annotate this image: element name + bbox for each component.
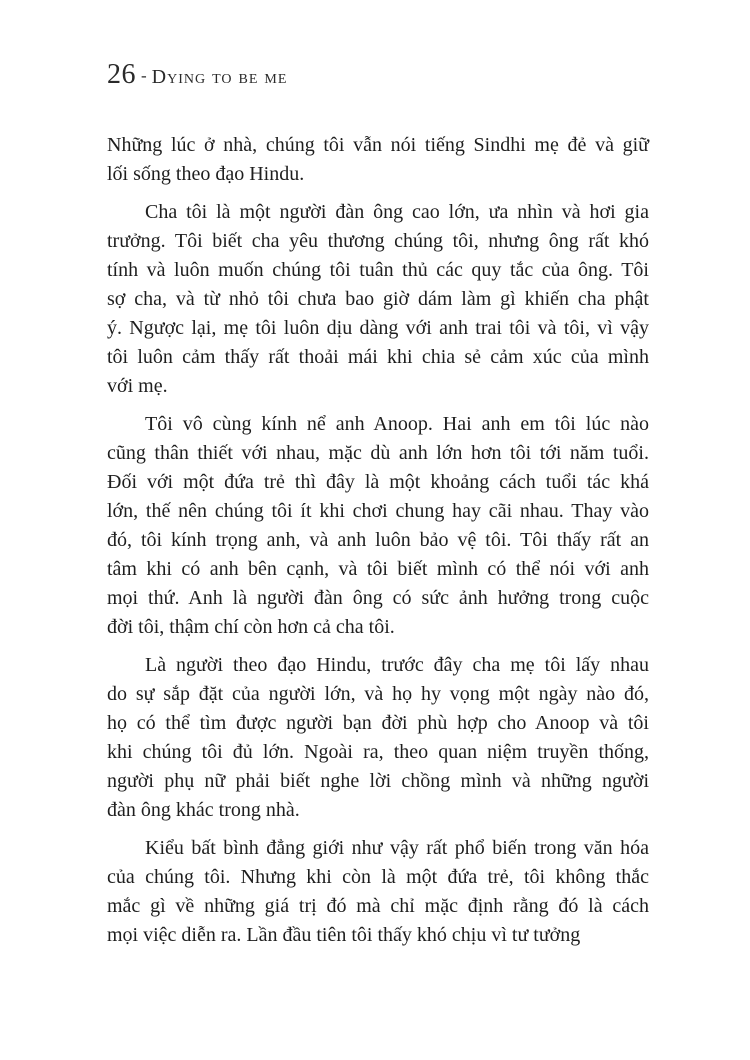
text-line: người phụ nữ phải biết nghe lời chồng mình và những người — [107, 770, 649, 792]
text-line: Tôi vô cùng kính nể anh Anoop. Hai anh em tôi lúc nào — [145, 413, 649, 435]
text-line: lối sống theo đạo Hindu. — [107, 163, 305, 185]
text-line: tính và luôn muốn chúng tôi tuân thủ các quy tắc của ông. Tôi — [107, 259, 649, 281]
text-line: của chúng tôi. Nhưng khi còn là một đứa trẻ, tôi không thắc — [107, 866, 649, 888]
text-line: tâm khi có anh bên cạnh, và tôi biết mình có thể nói với anh — [107, 558, 649, 580]
paragraph — [107, 198, 649, 401]
paragraph — [107, 410, 649, 642]
paragraph — [107, 131, 649, 189]
text-line: Những lúc ở nhà, chúng tôi vẫn nói tiếng Sindhi mẹ đẻ và giữ — [107, 134, 649, 156]
book-title: Dying to be me — [151, 66, 288, 88]
text-line: đời tôi, thậm chí còn hơn cả cha tôi. — [107, 616, 395, 638]
header-separator: - — [141, 66, 147, 85]
text-line: cũng thân thiết với nhau, mặc dù anh lớn hơn tôi tới năm tuổi. — [107, 442, 649, 464]
text-line: mọi thứ. Anh là người đàn ông có sức ảnh hưởng trong cuộc — [107, 587, 649, 609]
text-line: do sự sắp đặt của người lớn, và họ hy vọng một ngày nào đó, — [107, 683, 649, 705]
text-line: đàn ông khác trong nhà. — [107, 799, 300, 821]
text-line: sợ cha, và từ nhỏ tôi chưa bao giờ dám làm gì khiến cha phật — [107, 288, 649, 310]
page-number: 26 — [107, 59, 136, 90]
paragraph — [107, 651, 649, 825]
text-line: họ có thể tìm được người bạn đời phù hợp cho Anoop và tôi — [107, 712, 649, 734]
text-line: tôi luôn cảm thấy rất thoải mái khi chia sẻ cảm xúc của mình — [107, 346, 649, 368]
paragraph — [107, 834, 649, 950]
text-line: Đối với một đứa trẻ thì đây là một khoảng cách tuổi tác khá — [107, 471, 649, 493]
page-header — [107, 61, 287, 89]
text-line: với mẹ. — [107, 375, 168, 397]
text-line: ý. Ngược lại, mẹ tôi luôn dịu dàng với anh trai tôi và tôi, vì vậy — [107, 317, 649, 339]
page-body — [107, 131, 649, 959]
text-line: đó, tôi kính trọng anh, và anh luôn bảo vệ tôi. Tôi thấy rất an — [107, 529, 649, 551]
text-line: Kiểu bất bình đẳng giới như vậy rất phổ biến trong văn hóa — [145, 837, 649, 859]
text-line: trưởng. Tôi biết cha yêu thương chúng tôi, nhưng ông rất khó — [107, 230, 649, 252]
text-line: mắc gì về những giá trị đó mà chỉ mặc định rằng đó là cách — [107, 895, 649, 917]
text-line: Là người theo đạo Hindu, trước đây cha mẹ tôi lấy nhau — [145, 654, 649, 676]
text-line: lớn, thế nên chúng tôi ít khi chơi chung hay cãi nhau. Thay vào — [107, 500, 649, 522]
text-line: khi chúng tôi đủ lớn. Ngoài ra, theo quan niệm truyền thống, — [107, 741, 649, 763]
text-line: mọi việc diễn ra. Lần đầu tiên tôi thấy khó chịu vì tư tưởng — [107, 924, 581, 946]
text-line: Cha tôi là một người đàn ông cao lớn, ưa nhìn và hơi gia — [145, 201, 649, 223]
